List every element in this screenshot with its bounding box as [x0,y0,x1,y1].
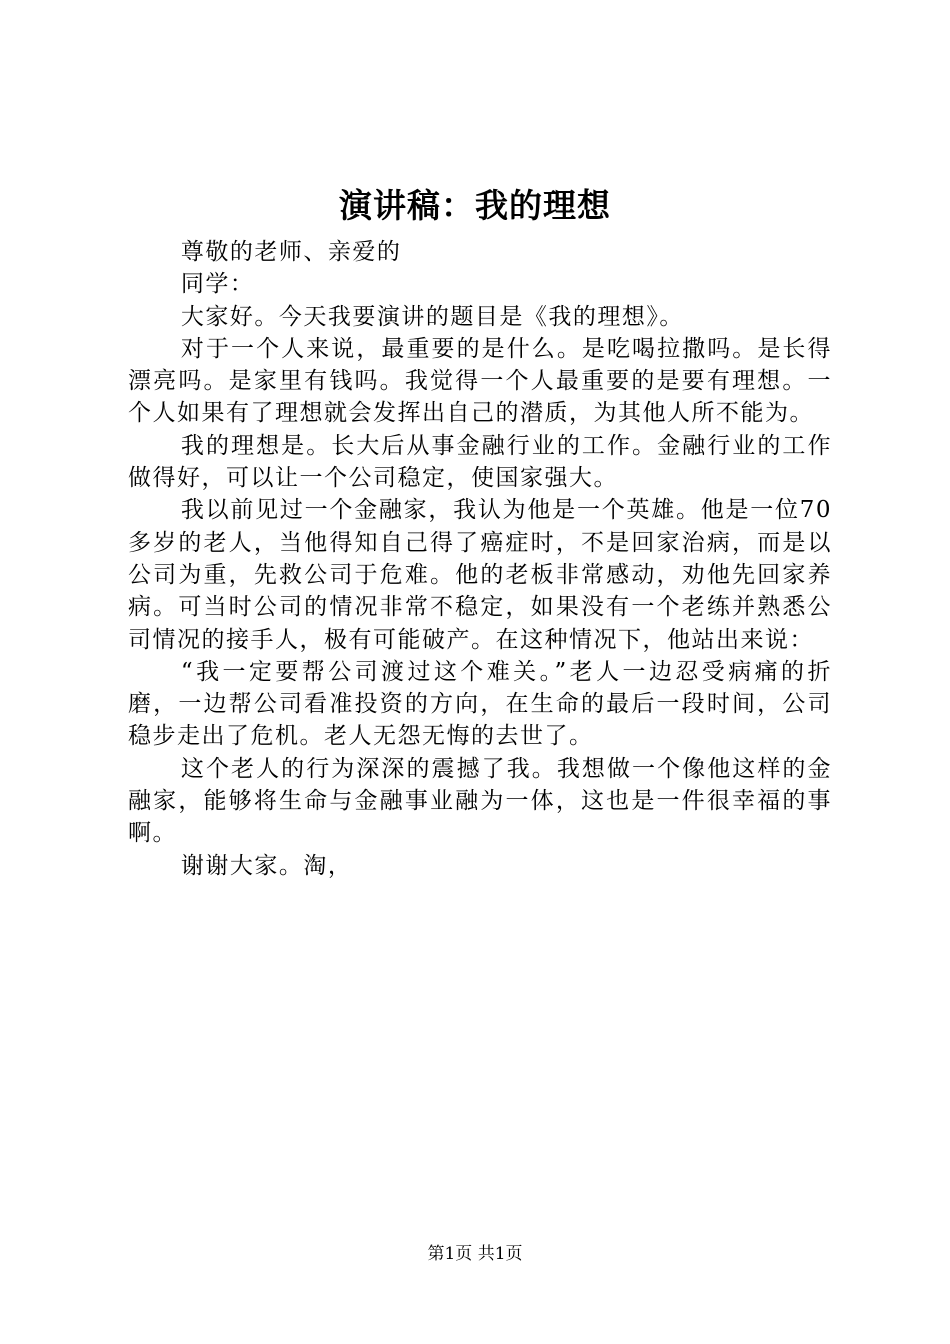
paragraph-my-ideal: 我的理想是。长大后从事金融行业的工作。金融行业的工作做得好，可以让一个公司稳定，使国家强大。 [128,432,832,492]
paragraph-greeting: 大家好。今天我要演讲的题目是《我的理想》。 [180,303,684,330]
paragraph-quote: “我一定要帮公司渡过这个难关。”老人一边忍受病痛的折磨，一边帮公司看准投资的方向，在生命的最后一段时间，公司稳步走出了危机。老人无怨无悔的去世了。 [128,658,832,750]
paragraph-closing: 谢谢大家。淘， [180,852,353,879]
paragraph-salutation-1: 尊敬的老师、亲爱的 [180,239,402,265]
paragraph-importance: 对于一个人来说，最重要的是什么。是吃喝拉撒吗。是长得漂亮吗。是家里有钱吗。我觉得一个人最重要的是要有理想。一个人如果有了理想就会发挥出自己的潜质，为其他人所不能为。 [128,335,832,427]
page-footer: 第1页 共1页 [427,1244,523,1264]
document-body [128,236,832,882]
document-title: 演讲稿：我的理想 [339,186,611,225]
paragraph-financier-story: 我以前见过一个金融家，我认为他是一个英雄。他是一位70多岁的老人，当他得知自己得了癌症时，不是回家治病，而是以公司为重，先救公司于危难。他的老板非常感动，劝他先回家养病。可当时公司的情况非常不稳定，如果没有一个老练并熟悉公司情况的接手人，极有可能破产。在这种情况下，他站出来说： [128,497,832,653]
paragraph-salutation-2: 同学： [180,271,255,298]
paragraph-reflection: 这个老人的行为深深的震撼了我。我想做一个像他这样的金融家，能够将生命与金融事业融为一体，这也是一件很幸福的事啊。 [128,755,832,847]
